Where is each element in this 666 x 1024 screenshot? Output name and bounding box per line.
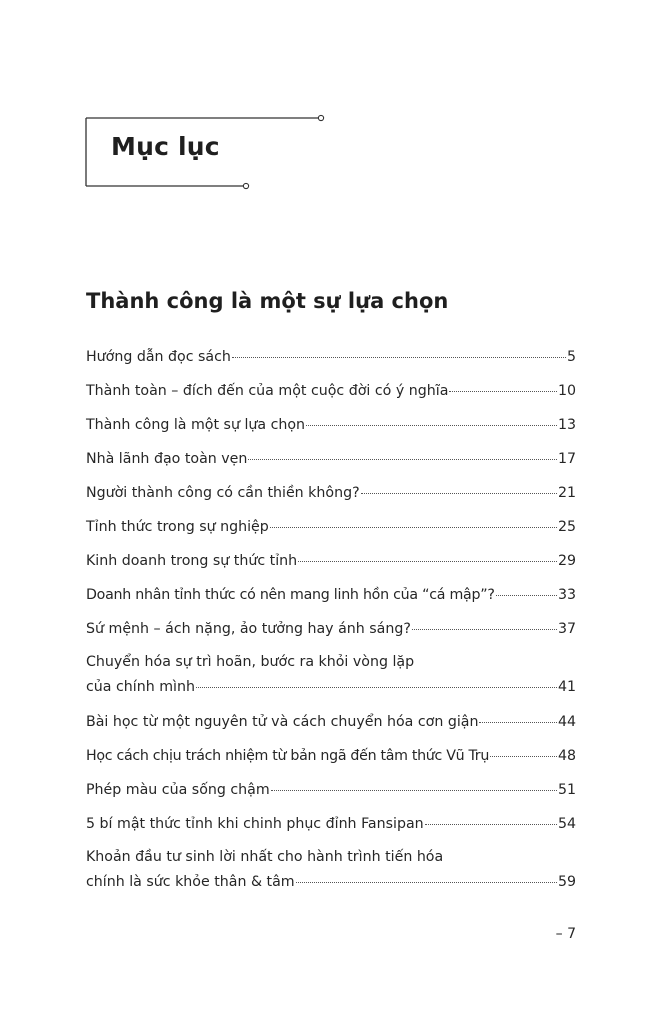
- leader-dots: [412, 629, 557, 630]
- toc-entry[interactable]: [86, 451, 576, 476]
- leader-dots: [296, 882, 557, 883]
- toc-entry[interactable]: [86, 816, 576, 841]
- toc-entry-page: 13: [557, 417, 576, 433]
- toc-entry[interactable]: [86, 587, 576, 612]
- toc-entry-title: Phép màu của sống chậm: [86, 782, 270, 798]
- leader-dots: [479, 722, 556, 723]
- page-heading: Mục lục: [111, 132, 220, 161]
- toc-entry-page: 41: [557, 679, 576, 695]
- toc-entry-page: 5: [566, 349, 576, 365]
- toc-entry-title: Người thành công có cần thiền không?: [86, 485, 360, 501]
- toc-entry-title: 5 bí mật thức tỉnh khi chinh phục đỉnh Fansipan: [86, 816, 424, 832]
- leader-dots: [449, 391, 557, 392]
- toc-entry-page: 44: [557, 714, 576, 730]
- leader-dots: [496, 595, 557, 596]
- leader-dots: [425, 824, 557, 825]
- toc-entry[interactable]: [86, 553, 576, 578]
- toc-entry[interactable]: [86, 485, 576, 510]
- toc-entry-title: của chính mình: [86, 679, 195, 695]
- toc-entry-title: Nhà lãnh đạo toàn vẹn: [86, 451, 248, 467]
- toc-entry[interactable]: [86, 349, 576, 374]
- toc-entry-page: 10: [557, 383, 576, 399]
- toc-entry-page: 48: [557, 748, 576, 764]
- toc-entry-title-line1: Chuyển hóa sự trì hoãn, bước ra khỏi vòng lặp: [86, 654, 415, 670]
- toc-entry-title: Thành toàn – đích đến của một cuộc đời có ý nghĩa: [86, 383, 449, 399]
- leader-dots: [248, 459, 557, 460]
- toc-entry-page: 25: [557, 519, 576, 535]
- toc-entry[interactable]: [86, 621, 576, 646]
- toc-entry-page: 54: [557, 816, 576, 832]
- toc-entry[interactable]: [86, 383, 576, 408]
- toc-entry[interactable]: [86, 654, 576, 704]
- page-number: – 7: [555, 926, 576, 942]
- toc-entry-title-line1: Khoản đầu tư sinh lời nhất cho hành trình tiến hóa: [86, 849, 444, 865]
- toc-entry-title: Tỉnh thức trong sự nghiệp: [86, 519, 269, 535]
- leader-dots: [361, 493, 557, 494]
- toc-entry-title: Thành công là một sự lựa chọn: [86, 417, 306, 433]
- toc-entry-title: Bài học từ một nguyên tử và cách chuyển hóa cơn giận: [86, 714, 479, 730]
- toc-entry-title: Sứ mệnh – ách nặng, ảo tưởng hay ánh sáng?: [86, 621, 411, 637]
- leader-dots: [306, 425, 557, 426]
- toc-entry[interactable]: [86, 782, 576, 807]
- toc-entry-page: 21: [557, 485, 576, 501]
- toc-entry-page: 33: [557, 587, 576, 603]
- leader-dots: [298, 561, 557, 562]
- toc-entry[interactable]: [86, 519, 576, 544]
- toc-entry-title: Hướng dẫn đọc sách: [86, 349, 231, 365]
- toc-entry-page: 51: [557, 782, 576, 798]
- leader-dots: [232, 357, 566, 358]
- toc-entry-page: 37: [557, 621, 576, 637]
- leader-dots: [270, 527, 557, 528]
- toc-entry[interactable]: [86, 417, 576, 442]
- section-title: Thành công là một sự lựa chọn: [86, 289, 449, 313]
- toc-entry-page: 17: [557, 451, 576, 467]
- leader-dots: [271, 790, 557, 791]
- toc-entry-title: Kinh doanh trong sự thức tỉnh: [86, 553, 298, 569]
- toc-entry-page: 59: [557, 874, 576, 890]
- toc-entry[interactable]: [86, 849, 576, 899]
- toc-entry-page: 29: [557, 553, 576, 569]
- heading-frame: [0, 0, 666, 200]
- toc-entry-title: Doanh nhân tỉnh thức có nên mang linh hồn của “cá mập”?: [86, 587, 495, 603]
- leader-dots: [490, 756, 557, 757]
- toc-entry-title: Học cách chịu trách nhiệm từ bản ngã đến tâm thức Vũ Trụ: [86, 748, 490, 764]
- toc-entry-title: chính là sức khỏe thân & tâm: [86, 874, 295, 890]
- leader-dots: [196, 687, 557, 688]
- toc-entry[interactable]: [86, 748, 576, 773]
- toc-entry[interactable]: [86, 714, 576, 739]
